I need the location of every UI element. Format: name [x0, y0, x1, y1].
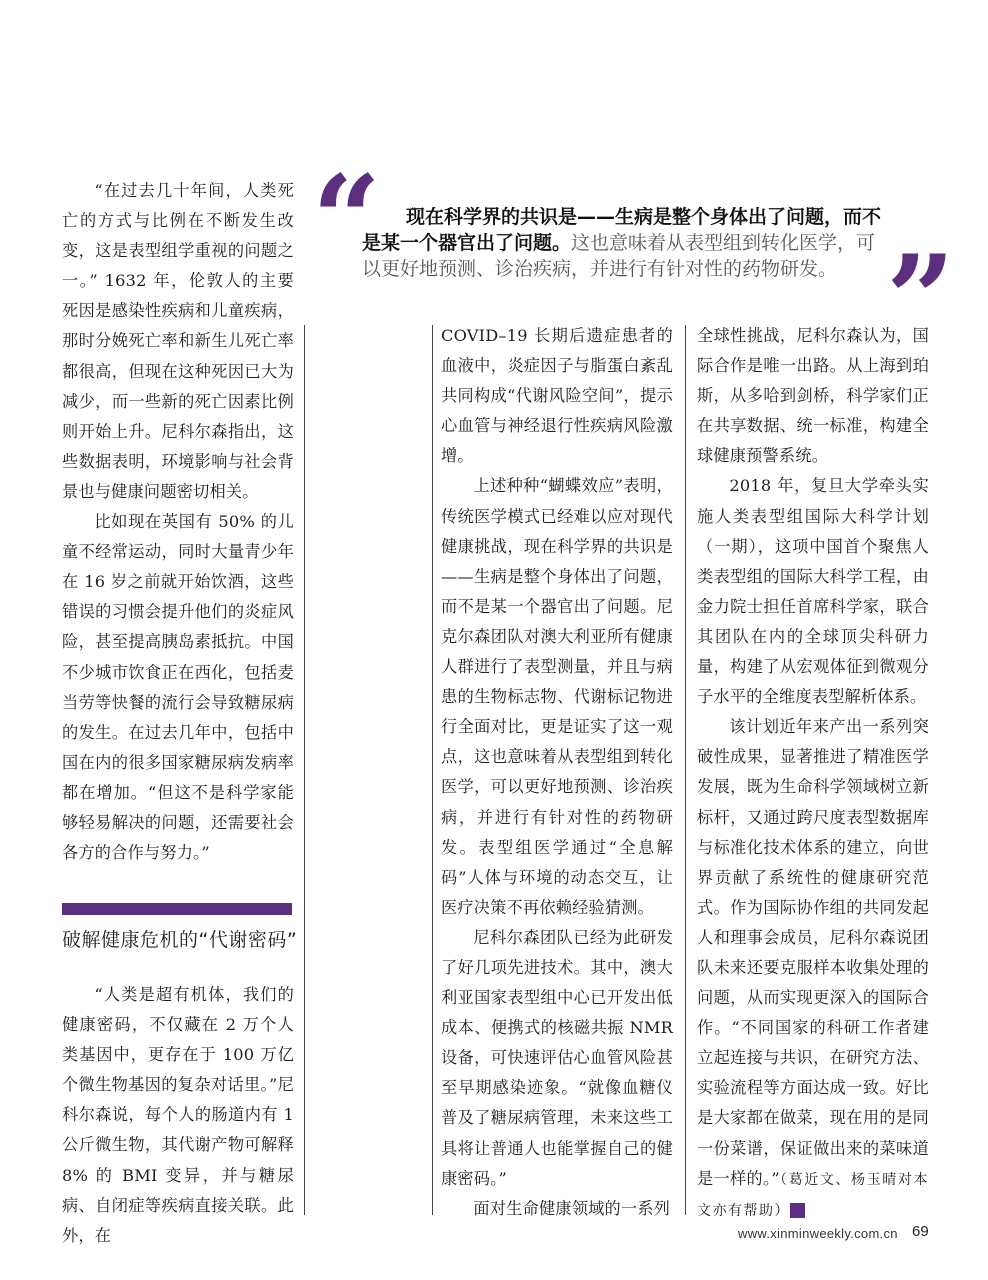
column-rule: [432, 325, 433, 1215]
close-quote-mark: ”: [886, 229, 956, 370]
footer-url: www.xinminweekly.com.cn: [738, 1226, 898, 1241]
section-heading: 破解健康危机的“代谢密码”: [62, 929, 298, 951]
column-rule: [685, 325, 686, 1215]
pull-quote-regular: 这也意味着从表型组到转化医学，可以更好地预测、诊治疾病，并进行有针对性的药物研发。: [362, 232, 876, 280]
paragraph: “在过去几十年间，人类死亡的方式与比例在不断发生改变，这是表型组学重视的问题之一。” 1632 年，伦敦人的主要死因是感染性疾病和儿童疾病，那时分娩死亡率和新生儿死亡率都很高，但现在这种死因已大为减少，而一些新的死亡因素比例则开始上升。尼科尔森指出，这些数据表明，环境影响与社会背景也与健康问题密切相关。: [62, 181, 294, 501]
column-3: [697, 321, 929, 1226]
paragraph: 比如现在英国有 50% 的儿童不经常运动，同时大量青少年在 16 岁之前就开始饮酒，这些错误的习惯会提升他们的炎症风险，甚至提高胰岛素抵抗。中国不少城市饮食正在西化，包括麦当劳等快餐的流行会导致糖尿病的发生。在过去几年中，包括中国在内的很多国家糖尿病发病率都在增加。“但这不是科学家能够轻易解决的问题，还需要社会各方的合作与努力。”: [62, 512, 294, 863]
pull-quote-bold: 现在科学界的共识是——生病是整个身体出了问题，而不是某一个器官出了问题。: [362, 206, 882, 254]
paragraph: 上述种种“蝴蝶效应”表明，传统医学模式已经难以应对现代健康挑战，现在科学界的共识是——生病是整个身体出了问题，而不是某一个器官出了问题。尼克尔森团队对澳大利亚所有健康人群进行了表型测量，并且与病患的生物标志物、代谢标记物进行全面对比，更是证实了这一观点，这也意味着从表型组到转化医学，可以更好地预测、诊治疾病，并进行有针对性的药物研发。表型组医学通过“全息解码”人体与环境的动态交互，让医疗决策不再依赖经验猜测。: [441, 476, 673, 917]
column-rule: [304, 325, 305, 1215]
paragraph: 尼科尔森团队已经为此研发了好几项先进技术。其中，澳大利亚国家表型组中心已开发出低成本、便携式的核磁共振 NMR 设备，可快速评估心血管风险甚至早期感染迹象。“就像血糖仪普及了糖尿病管理，未来这些工具将让普通人也能掌握自己的健康密码。”: [441, 927, 673, 1188]
paragraph: [697, 712, 929, 1226]
magazine-logo-icon: 民: [790, 1203, 805, 1218]
paragraph: “人类是超有机体，我们的健康密码，不仅藏在 2 万个人类基因中，更存在于 100 万亿个微生物基因的复杂对话里。”尼科尔森说，每个人的肠道内有 1 公斤微生物，其代谢产物可解释 8% 的 BMI 变异，并与糖尿病、自闭症等疾病直接关联。此外，在: [62, 985, 294, 1245]
open-quote-mark: “: [312, 149, 382, 290]
column-1-continued: [62, 980, 294, 1251]
page-number: 69: [912, 1223, 929, 1240]
pull-quote: [362, 204, 892, 282]
paragraph: 全球性挑战，尼科尔森认为，国际合作是唯一出路。从上海到珀斯，从多哈到剑桥，科学家们正在共享数据、统一标准，构建全球健康预警系统。: [697, 326, 929, 466]
credit-note: （葛近文、杨玉晴对本文亦有帮助）: [697, 1171, 929, 1219]
paragraph-text: 该计划近年来产出一系列突破性成果，显著推进了精准医学发展，既为生命科学领域树立新标杆，又通过跨尺度表型数据库与标准化技术体系的建立，向世界贡献了系统性的健康研究范式。作为国际协作组的共同发起人和理事会成员，尼科尔森说团队未来还要克服样本收集处理的问题，从而实现更深入的国际合作。“不同国家的科研工作者建立起连接与共识，在研究方法、实验流程等方面达成一致。好比是大家都在做菜，现在用的是同一份菜谱，保证做出来的菜味道是一样的。”: [697, 717, 929, 1188]
paragraph: 2018 年，复旦大学牵头实施人类表型组国际大科学计划（一期），这项中国首个聚焦人类表型组的国际大科学工程，由金力院士担任首席科学家，联合其团队在内的全球顶尖科研力量，构建了从宏观体征到微观分子水平的全维度表型解析体系。: [697, 476, 929, 707]
paragraph: 面对生命健康领域的一系列: [473, 1198, 671, 1218]
column-1: [62, 176, 294, 868]
paragraph: COVID–19 长期后遗症患者的血液中，炎症因子与脂蛋白紊乱共同构成“代谢风险空间”，提示心血管与神经退行性疾病风险激增。: [441, 326, 673, 466]
column-2: [441, 321, 673, 1224]
section-divider-bar: [62, 903, 292, 915]
